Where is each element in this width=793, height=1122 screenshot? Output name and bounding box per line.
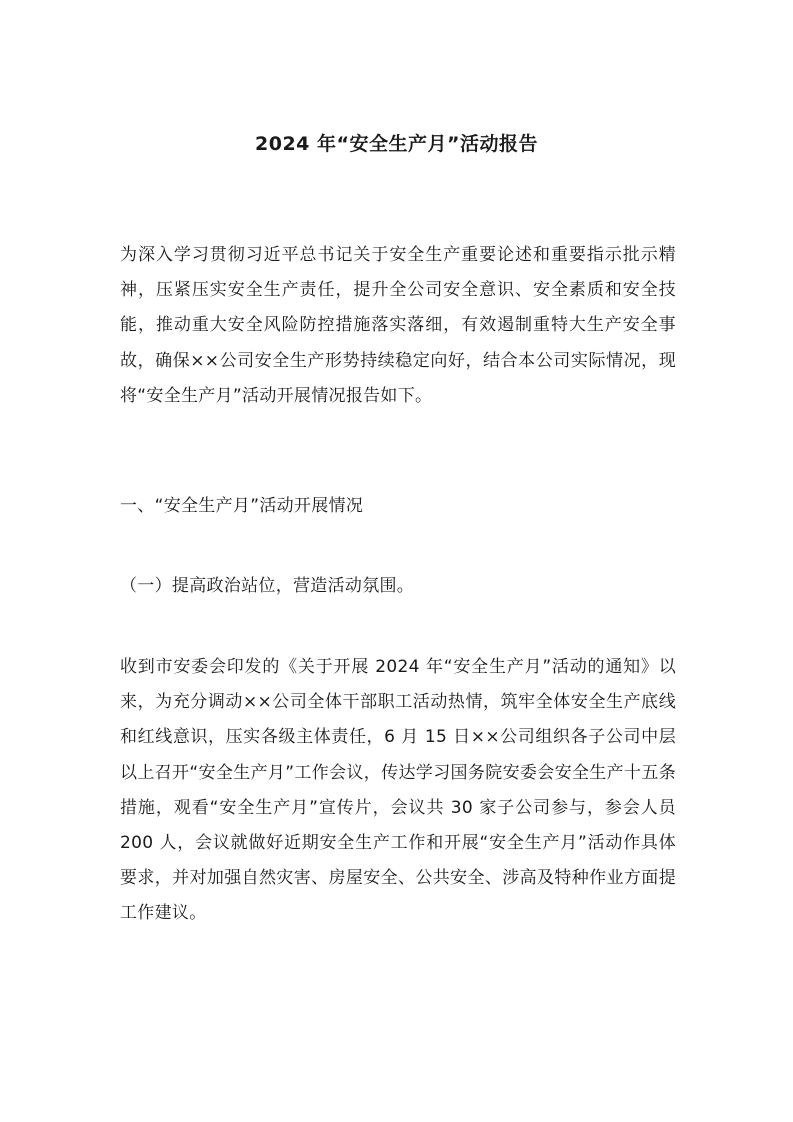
document-title: 2024 年“安全生产月”活动报告 [255, 133, 538, 155]
intro-paragraph: 为深入学习贯彻习近平总书记关于安全生产重要论述和重要指示批示精神，压紧压实安全生产责任，提升全公司安全意识、安全素质和安全技能，推动重大安全风险防控措施落实落细，有效遏制重特大生产安全事故，确保××公司安全生产形势持续稳定向好，结合本公司实际情况，现将“安全生产月”活动开展情况报告如下。 [120, 245, 676, 406]
section-heading: 一、“安全生产月”活动开展情况 [120, 496, 364, 516]
subsection-heading: （一）提高政治站位，营造活动氛围。 [120, 576, 415, 596]
body-paragraph: 收到市安委会印发的《关于开展 2024 年“安全生产月”活动的通知》以来，为充分调动××公司全体干部职工活动热情，筑牢全体安全生产底线和红线意识，压实各级主体责任，6 月 15 日××公司组织各子公司中层以上召开“安全生产月”工作会议，传达学习国务院安委会安全生产十五条措施，观看“安全生产月”宣传片，会议共 30 家子公司参与，参会人员 200 人，会议就做好近期安全生产工作和开展“安全生产月”活动作具体要求，并对加强自然灾害、房屋安全、公共安全、涉高及特种作业方面提工作建议。 [120, 657, 676, 924]
